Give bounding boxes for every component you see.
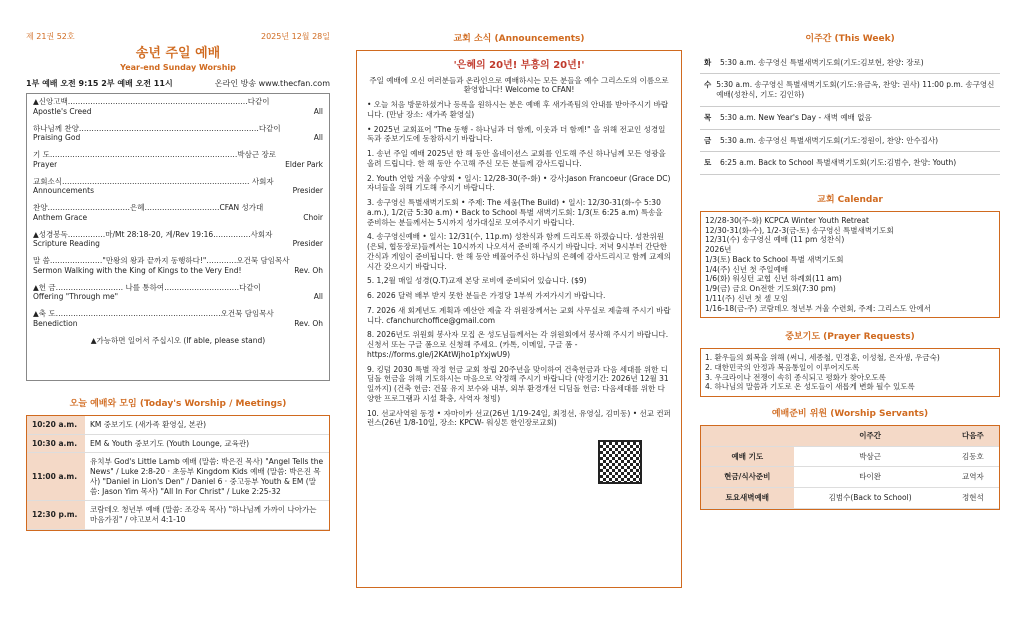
week-list bbox=[700, 52, 1000, 176]
today-rows bbox=[27, 416, 329, 530]
order-line: ▲헌 금……………………… 나를 통하여…………………………다같이 bbox=[33, 282, 261, 292]
prayer-line: 4. 하나님의 말씀과 기도로 온 성도들이 새롭게 변화 될수 있도록 bbox=[705, 382, 915, 392]
week-row bbox=[700, 152, 1000, 175]
prayer-line: 1. 환우들의 회복을 위해 (써니, 세종철, 민경훈, 이성철, 은자생, 우금숙) bbox=[705, 353, 940, 363]
order-line: 하나님께 찬양………………………………………………………………다같이 bbox=[33, 123, 281, 133]
ann-welcome: 주일 예배에 오신 여러분들과 온라인으로 예배하시는 모든 분들을 예수 그리스도의 이름으로 환영합니다! Welcome to CFAN! bbox=[369, 75, 669, 95]
order-item bbox=[33, 309, 323, 329]
order-line: ▲축 도…………………………………………………………오건묵 담임목사 bbox=[33, 309, 274, 319]
week-row bbox=[700, 107, 1000, 130]
order-en: Announcements bbox=[33, 186, 94, 196]
left-column bbox=[26, 0, 330, 622]
today-time: 10:20 a.m. bbox=[27, 416, 85, 434]
servant-role: 현금/식사준비 bbox=[701, 467, 794, 488]
week-row bbox=[700, 74, 1000, 107]
week-text: 6:25 a.m. Back to School 특별새벽기도회(기도:김범수, 찬양: Youth) bbox=[720, 158, 957, 168]
week-text: 5:30 a.m. 송구영신 특별새벽기도회(기도:정원이, 찬양: 안수집사) bbox=[720, 135, 939, 145]
week-title: 이주간 (This Week) bbox=[805, 34, 895, 44]
ann-item: 6. 2026 달력 배부 받지 못한 분들은 가정당 1부씩 가져가시기 바랍니다. bbox=[367, 291, 606, 301]
order-role: All bbox=[313, 133, 323, 143]
calendar-line: 2026년 bbox=[705, 245, 732, 255]
order-role: Choir bbox=[303, 212, 323, 222]
calendar-line: 1/4(주) 신년 첫 주일예배 bbox=[705, 264, 789, 274]
prayer-title: 중보기도 (Prayer Requests) bbox=[785, 332, 915, 343]
week-text: 5:30 a.m. 송구영신 특별새벽기도회(기도:유금옥, 찬양: 권사) 11:00 p.m. 송구영신예배(성찬식, 기도: 김인하) bbox=[716, 80, 995, 100]
week-row bbox=[700, 52, 1000, 75]
order-line: 기 도…………………………………………………………………박삼근 장로 bbox=[33, 150, 276, 160]
servant-row bbox=[701, 446, 999, 467]
order-en-row bbox=[33, 186, 323, 196]
order-item bbox=[33, 97, 323, 117]
order-en: Offering "Through me" bbox=[33, 292, 119, 302]
order-en-row bbox=[33, 239, 323, 249]
order-en: Benediction bbox=[33, 318, 78, 328]
ann-item: 3. 송구영신 특별새벽기도회 • 주제: The 세움(The Build) • 일시: 12/30-31(화-수 5:30 a.m.), 1/2(금 5:30 a.m) • Back to School 특별 새벽기도회: 1/3(토 6:25 a.m) 특송을 준비하는 분들께서는 5시까지 성가대실로 모여주시기 바랍니다. bbox=[367, 198, 663, 227]
ann-item: 7. 2026 새 회계년도 계획과 예산안 제출 각 위원장께서는 교회 사무실로 제출해 주시기 바랍니다. cfanchurchoffice@gmail.com bbox=[367, 305, 671, 325]
order-item bbox=[33, 283, 323, 303]
order-line: ▲신앙고백………………………………………………………………다같이 bbox=[33, 97, 270, 107]
today-table bbox=[26, 415, 330, 531]
calendar-line: 12/28-30(주-화) KCPCA Winter Youth Retreat bbox=[705, 215, 869, 225]
servant-role: 토요새벽예배 bbox=[701, 488, 794, 509]
servant-row bbox=[701, 467, 999, 488]
order-role: Elder Park bbox=[285, 159, 323, 169]
today-time: 11:00 a.m. bbox=[27, 453, 85, 501]
issue-date: 2025년 12월 28일 bbox=[261, 32, 330, 41]
ann-bullet-2: • 2025년 교회표어 "The 동행 - 하나님과 더 함께, 이웃과 더 함께!" 을 위해 전교인 성경일독과 중보기도에 동참하시기 바랍니다. bbox=[367, 124, 666, 144]
servant-next-week: 김동호 bbox=[947, 446, 999, 467]
middle-column bbox=[356, 0, 682, 622]
today-time: 10:30 a.m. bbox=[27, 434, 85, 453]
today-row bbox=[27, 501, 329, 530]
ann-item: 9. 킹덤 2030 특별 작정 헌금 교회 창립 20주년을 맞이하여 건축헌금과 다음 세대를 위한 디딤돌 헌금을 위해 기도하시는 마음으로 약정해 주시기 바랍니다 (약정기간: 2026년 12월 31일까지) (건축 헌금: 건물 유지 보수와 내부, 외부 환경개선 디딤돌 헌금: 다음세대를 위한 다양한 프로그램과 시설 확충, 사역자 청빙) bbox=[367, 364, 669, 403]
order-role: Rev. Oh bbox=[294, 318, 323, 328]
calendar-line: 1/11(주) 신년 첫 셀 모임 bbox=[705, 293, 788, 303]
ann-box bbox=[356, 50, 682, 588]
servant-role: 예배 기도 bbox=[701, 446, 794, 467]
servant-this-week: 타이완 bbox=[794, 467, 947, 488]
week-text: 5:30 a.m. 송구영신 특별새벽기도회(기도:김보현, 찬양: 장로) bbox=[720, 57, 924, 67]
order-item bbox=[33, 256, 323, 276]
week-day: 목 bbox=[704, 112, 712, 122]
calendar-line: 12/31(수) 송구영신 예배 (11 pm 성찬식) bbox=[705, 235, 845, 245]
today-row bbox=[27, 453, 329, 501]
calendar-title: 교회 Calendar bbox=[817, 195, 883, 206]
order-line: 교회소식………………………………………………………………… 사회자 bbox=[33, 176, 274, 186]
order-role: All bbox=[313, 106, 323, 116]
calendar-line: 1/6(화) 워싱턴 교협 신년 하례회(11 am) bbox=[705, 274, 842, 284]
order-item bbox=[33, 203, 323, 223]
ann-item: 1. 송년 주일 예배 2025년 한 해 동안 올네이션스 교회를 인도해 주신 하나님께 모든 영광을 올려 드립니다. 한 해 동안 수고해 주신 모든 분들께 감사드립니다. bbox=[367, 149, 666, 168]
online-link[interactable]: 온라인 방송 www.thecfan.com bbox=[214, 78, 330, 88]
order-item bbox=[33, 150, 323, 170]
order-en: Praising God bbox=[33, 133, 81, 143]
order-en-row bbox=[33, 213, 323, 223]
order-en: Apostle's Creed bbox=[33, 106, 92, 116]
today-row bbox=[27, 434, 329, 453]
order-line: ▲성경봉독……………마/Mt 28:18-20, 계/Rev 19:16……………사회자 bbox=[33, 229, 273, 239]
order-item bbox=[33, 124, 323, 144]
ann-item: 2. Youth 연합 겨울 수양회 • 일시: 12/28-30(주-화) • 강사:Jason Francoeur (Grace DC) 자녀들을 위해 기도해 주시기 바랍니다. bbox=[367, 173, 671, 193]
order-role: Presider bbox=[292, 239, 323, 249]
issue-number: 제 21권 52호 bbox=[26, 32, 75, 41]
servants-box bbox=[700, 425, 1000, 510]
today-desc: 유치부 God's Little Lamb 예배 (말씀: 박은진 목사) "Angel Tells the News" / Luke 2:8-20 · 초등부 Kingdom Kids 예배 (말씀: 박은진 목사) "Daniel in Lion's Den" / Daniel 6 · 중고등부 Youth & EM (말씀: Jason Yim 목사) "All In For Christ" / Luke 2:25-32 bbox=[85, 453, 329, 501]
servants-col-1: 이주간 bbox=[794, 426, 947, 446]
servant-this-week: 박삼근 bbox=[794, 446, 947, 467]
ann-item: 10. 선교사역원 동정 • 자마이카 선교(26년 1/19-24일, 최정선, 유영실, 김미동) • 선교 컨퍼런스(26년 1/8-10일, 장소: KPCW- 워싱톤 한인장로교회) bbox=[367, 408, 671, 428]
today-time: 12:30 p.m. bbox=[27, 501, 85, 530]
servants-col-2: 다음주 bbox=[947, 426, 999, 446]
ann-item: 4. 송구영신예배 • 일시: 12/31(수, 11p.m) 성찬식과 함께 드리도록 하겠습니다. 성찬위원(은퇴, 협동장로)들께서는 10시까지 나오셔서 준비해 주시기 바랍니다. 저녁 9시부터 간단한 간식과 게임이 준비됩니다. 한 해 동안 베풀어주신 하나님의 은혜에 감사드리시고 함께 교제의 시간 갖으시기 바랍니다. bbox=[367, 232, 671, 271]
today-row bbox=[27, 416, 329, 434]
ann-items bbox=[367, 149, 671, 433]
calendar-line: 1/9(금) 금요 On전한 기도회(7:30 pm) bbox=[705, 284, 836, 294]
order-item bbox=[33, 230, 323, 250]
order-en-row bbox=[33, 133, 323, 143]
servant-next-week: 정현석 bbox=[947, 488, 999, 509]
today-desc: KM 중보기도 (새가족 환영실, 본관) bbox=[85, 416, 329, 434]
page-title: 송년 주일 예배 bbox=[135, 46, 221, 62]
servant-next-week: 교역자 bbox=[947, 467, 999, 488]
prayer-box bbox=[700, 348, 1000, 397]
week-row bbox=[700, 130, 1000, 153]
order-line: 말 씀…………………"만왕의 왕과 끝까지 동행하다!"…………오건묵 담임목사 bbox=[33, 256, 290, 266]
calendar-line: 1/3(토) Back to School 특별 새벽기도회 bbox=[705, 254, 844, 264]
order-role: Rev. Oh bbox=[294, 265, 323, 275]
week-day: 화 bbox=[704, 57, 712, 67]
order-en: Sermon Walking with the King of Kings to the Very End! bbox=[33, 265, 242, 275]
calendar-box bbox=[700, 211, 1000, 319]
servants-rows bbox=[701, 446, 999, 508]
order-en: Anthem Grace bbox=[33, 212, 88, 222]
order-en: Prayer bbox=[33, 159, 58, 169]
ann-item: 8. 2026년도 위원회 봉사자 모집 온 성도님들께서는 각 위원회에서 봉사해 주시기 바랍니다. 신청서 또는 구글 폼으로 신청해 주세요. (카톡, 이메일, 구글 폼 - https://forms.gle/j2KAtWjho1pYxjwU9) bbox=[367, 330, 669, 359]
service-times: 1부 예배 오전 9:15 2부 예배 오전 11시 bbox=[26, 78, 173, 88]
prayer-line: 3. 우크라이나 전쟁이 속히 종식되고 평화가 찾아오도록 bbox=[705, 372, 886, 382]
calendar-line: 1/16-18(금-주) 코람데오 청년부 겨울 수련회, 주제: 그리스도 안에서 bbox=[705, 303, 931, 313]
servants-title: 예배준비 위원 (Worship Servants) bbox=[771, 409, 929, 420]
today-desc: EM & Youth 중보기도 (Youth Lounge, 교육관) bbox=[85, 434, 329, 453]
order-en-row bbox=[33, 292, 323, 302]
order-list bbox=[33, 97, 323, 329]
servant-row bbox=[701, 488, 999, 509]
stand-note: ▲가능하면 일어서 주십시오 (If able, please stand) bbox=[90, 335, 266, 345]
order-role: Presider bbox=[292, 186, 323, 196]
page-subtitle: Year-end Sunday Worship bbox=[120, 63, 236, 73]
ann-item: 5. 1,2월 매일 성경(Q.T)교재 본당 로비에 준비되어 있습니다. ($9) bbox=[367, 276, 587, 286]
qr-code-icon[interactable] bbox=[598, 440, 642, 484]
ann-headline: '은혜의 20년! 부흥의 20년!' bbox=[453, 59, 585, 71]
week-text: 5:30 a.m. New Year's Day - 새벽 예배 없음 bbox=[720, 112, 872, 122]
right-column bbox=[700, 0, 1000, 622]
week-day: 토 bbox=[704, 158, 712, 168]
week-day: 수 bbox=[704, 80, 712, 90]
today-desc: 코람데오 청년부 예배 (말씀: 조강욱 목사) "하나님께 가까이 나아가는 마음가짐" / 야고보서 4:1-10 bbox=[85, 501, 329, 530]
week-day: 금 bbox=[704, 135, 712, 145]
ann-bullet-1: • 오늘 처음 방문하셨거나 등록을 원하시는 분은 예배 후 새가족팀의 안내를 받아주시기 바랍니다. (만남 장소: 새가족 환영실) bbox=[367, 100, 669, 119]
ann-title: 교회 소식 (Announcements) bbox=[453, 34, 585, 44]
servant-this-week: 김범수(Back to School) bbox=[794, 488, 947, 509]
order-item bbox=[33, 177, 323, 197]
prayer-line: 2. 대한민국의 안정과 복음통일이 이루어지도록 bbox=[705, 362, 860, 372]
order-en-row bbox=[33, 107, 323, 117]
order-en: Scripture Reading bbox=[33, 239, 100, 249]
order-en-row bbox=[33, 266, 323, 276]
order-line: 찬양……………………………은혜…………………………CFAN 성가대 bbox=[33, 203, 264, 213]
order-en-row bbox=[33, 319, 323, 329]
order-en-row bbox=[33, 160, 323, 170]
order-of-worship bbox=[26, 93, 330, 381]
today-title: 오늘 예배와 모임 (Today's Worship / Meetings) bbox=[69, 399, 287, 410]
order-role: All bbox=[313, 292, 323, 302]
calendar-line: 12/30-31(화-수), 1/2-3(금-토) 송구영신 특별새벽기도회 bbox=[705, 225, 894, 235]
